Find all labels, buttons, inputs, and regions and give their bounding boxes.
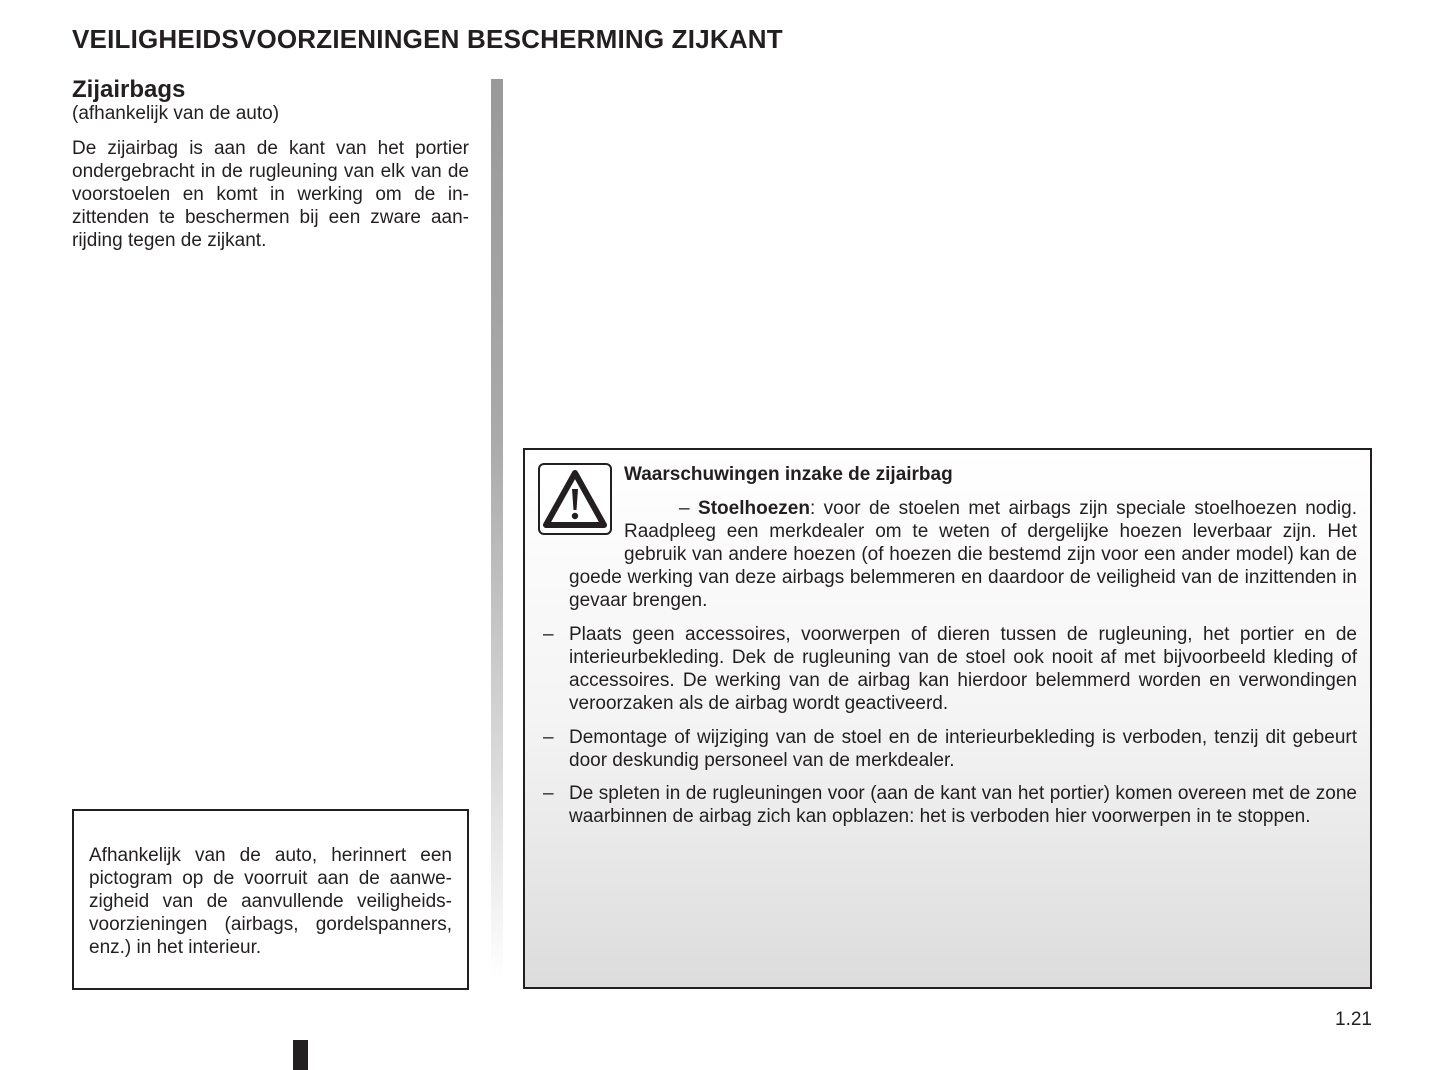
page-number: 1.21 xyxy=(1335,1009,1372,1030)
section-body: De zijairbag is aan de kant van het portier ondergebracht in de rugleuning van elk van de voorstoelen en komt in werking om de inzittenden te beschermen bij een zware aanrijding tegen de zijkant. xyxy=(72,138,469,251)
column-divider xyxy=(491,79,503,979)
section-subheading: (afhankelijk van de auto) xyxy=(72,103,280,124)
page-marker xyxy=(293,1040,308,1070)
warning-item xyxy=(543,623,1357,715)
dash: – xyxy=(543,727,554,748)
page-title: VEILIGHEIDSVOORZIENINGEN BESCHERMING ZIJKANT xyxy=(72,24,783,54)
warning-title: Waarschuwingen inzake de zijairbag xyxy=(624,464,953,485)
warning-item xyxy=(543,782,1357,828)
warning-item xyxy=(543,726,1357,772)
note-text: Afhankelijk van de auto, herinnert een pictogram op de voorruit aan de aanwezigheid van de aanvullende veiligheidsvoorzieningen (airbags, gordelspanners, enz.) in het interieur. xyxy=(89,845,452,958)
warning-item-text: Demontage of wijziging van de stoel en de interieurbekleding is verboden, tenzij dit gebeurt door deskundig personeel van de merkdealer. xyxy=(569,727,1357,771)
warning-item-text: De spleten in de rugleuningen voor (aan de kant van het portier) komen overeen met de zone waarbinnen de airbag zich kan opblazen: het is verboden hier voorwerpen in te stoppen. xyxy=(569,783,1357,827)
warning-item-text: : voor de stoelen met airbags zijn speciale stoelhoezen nodig. Raadpleeg een merkdealer om te weten of dergelijke hoezen leverbaar zijn. Het gebruik van andere hoezen (of hoezen die bestemd zijn voor een ander model) kan de goede werking van deze airbags belemmeren en daardoor de veiligheid van de inzittenden in gevaar brengen. xyxy=(569,498,1357,611)
warning-item-keyword: Stoelhoezen xyxy=(698,498,810,519)
dash: – xyxy=(679,498,690,519)
warning-item-text: Plaats geen accessoires, voorwerpen of dieren tussen de rugleuning, het portier en de interieurbekleding. Dek de rugleuning van de stoel ook nooit af met bijvoorbeeld kleding of accessoires. De werking van de airbag kan hierdoor belemmerd worden en verwondingen veroorzaken als de airbag wordt geactiveerd. xyxy=(569,624,1357,714)
warning-item-first-line xyxy=(569,497,1357,612)
warning-box xyxy=(523,448,1372,989)
warning-item xyxy=(569,497,1357,612)
note-box xyxy=(72,809,469,990)
dash: – xyxy=(543,783,554,804)
dash: – xyxy=(543,624,554,645)
section-heading: Zijairbags xyxy=(72,76,186,103)
